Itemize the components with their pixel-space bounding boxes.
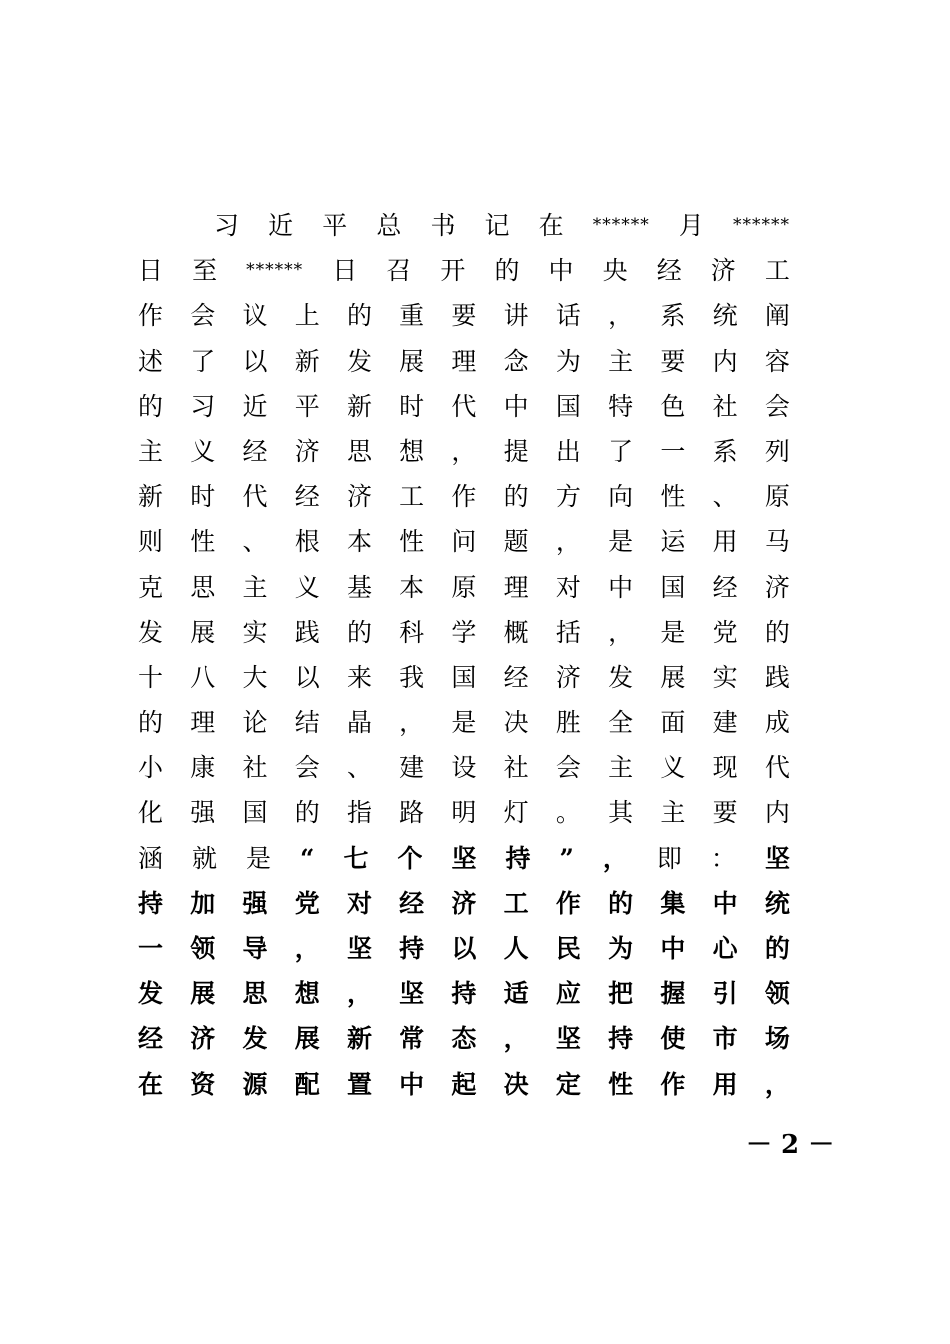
text-char: 书 [430, 211, 456, 240]
text-char: 资 [190, 1069, 216, 1099]
text-char: 原 [764, 482, 790, 512]
text-char: 中 [608, 572, 634, 602]
text-char: 在 [138, 1069, 164, 1099]
text-char: 。 [555, 798, 581, 828]
text-char: 发 [608, 662, 634, 692]
text-char: 的 [608, 888, 634, 918]
text-char: 引 [712, 979, 738, 1009]
text-char: 了 [190, 346, 216, 376]
text-char: 对 [346, 888, 372, 918]
text-char: 济 [451, 888, 477, 918]
text-char: 对 [555, 572, 581, 602]
text-char: 应 [555, 979, 581, 1009]
text-char: 场 [764, 1024, 790, 1054]
text-char: 中 [399, 1069, 425, 1099]
text-char: 济 [555, 662, 581, 692]
text-char: 的 [503, 482, 529, 512]
text-char: 月 [678, 211, 704, 240]
text-char: 十 [138, 662, 164, 692]
text-char: 上 [294, 301, 320, 331]
text-char: 时 [190, 482, 216, 512]
text-char: 特 [608, 391, 634, 421]
text-char: 新 [138, 482, 164, 512]
text-char: 坚 [451, 843, 477, 873]
text-char: 强 [190, 798, 216, 828]
text-char: 会 [555, 753, 581, 783]
text-char: 社 [503, 753, 529, 783]
text-char: 平 [294, 391, 320, 421]
text-char: 日 [332, 256, 358, 286]
text-char: 思 [346, 436, 372, 466]
text-char: 中 [712, 888, 738, 918]
text-char: 作 [660, 1069, 686, 1099]
text-char: 国 [451, 662, 477, 692]
text-char: 会 [294, 753, 320, 783]
text-char: 实 [242, 617, 268, 647]
text-char: 新 [346, 1024, 372, 1054]
text-char: 思 [190, 572, 216, 602]
text-char: 践 [764, 662, 790, 692]
text-char: 述 [138, 346, 164, 376]
text-char: 以 [294, 662, 320, 692]
text-char: 为 [555, 346, 581, 376]
text-char: 义 [660, 753, 686, 783]
text-char: 经 [503, 662, 529, 692]
text-char: 党 [294, 888, 320, 918]
text-char: 态 [451, 1024, 477, 1054]
text-char: 义 [294, 572, 320, 602]
text-char: 践 [294, 617, 320, 647]
text-char: 领 [764, 979, 790, 1009]
text-char: 国 [660, 572, 686, 602]
text-char: 近 [242, 391, 268, 421]
text-char: 要 [451, 301, 477, 331]
text-char: 列 [764, 436, 790, 466]
text-line [138, 836, 790, 881]
text-char: 代 [764, 753, 790, 783]
text-char: 作 [138, 301, 164, 331]
text-char: 济 [190, 1024, 216, 1054]
text-line [138, 1062, 790, 1107]
text-char: 面 [660, 708, 686, 738]
text-char: 持 [399, 934, 425, 963]
text-char: ： [710, 843, 736, 873]
text-char: 涵 [138, 843, 164, 873]
text-char: 近 [268, 211, 294, 240]
text-char: 统 [764, 888, 790, 918]
text-char: 置 [346, 1069, 372, 1099]
text-char: 系 [660, 301, 686, 331]
text-char: 、 [346, 753, 372, 783]
text-char: 成 [764, 708, 790, 738]
text-char: 设 [451, 753, 477, 783]
text-char: 是 [660, 617, 686, 647]
text-char: ****** [732, 215, 790, 235]
text-char: 建 [399, 753, 425, 783]
text-char: 济 [764, 572, 790, 602]
text-char: 念 [503, 346, 529, 376]
text-char: ” [559, 843, 574, 873]
text-char: “ [300, 843, 315, 873]
text-char: 八 [190, 662, 216, 692]
text-char: 化 [138, 798, 164, 828]
text-line [138, 565, 790, 610]
text-char: 记 [484, 211, 510, 240]
text-char: 其 [608, 798, 634, 828]
text-char: 原 [451, 572, 477, 602]
text-char: 小 [138, 753, 164, 783]
text-char: 来 [346, 662, 372, 692]
text-char: 经 [242, 436, 268, 466]
text-char: 党 [712, 617, 738, 647]
text-char: 实 [712, 662, 738, 692]
text-char: 学 [451, 617, 477, 647]
text-char: 时 [399, 391, 425, 421]
text-char: 配 [294, 1069, 320, 1099]
text-line [138, 655, 790, 700]
text-line [138, 519, 790, 564]
text-char: 的 [764, 934, 790, 963]
text-char: 工 [764, 256, 790, 286]
text-char: ， [555, 527, 581, 557]
text-char: 代 [451, 391, 477, 421]
text-char: 以 [451, 934, 477, 963]
text-char: ， [608, 301, 634, 331]
text-char: ****** [246, 260, 304, 281]
text-char: 经 [138, 1024, 164, 1054]
text-char: 市 [712, 1024, 738, 1054]
text-char: 握 [660, 979, 686, 1009]
text-char: ， [608, 617, 634, 647]
text-char: 容 [764, 346, 790, 376]
text-char: 持 [451, 979, 477, 1009]
text-char: 议 [242, 301, 268, 331]
text-char: 了 [608, 436, 634, 466]
text-char: 根 [294, 527, 320, 557]
text-line [138, 339, 790, 384]
text-char: 新 [294, 346, 320, 376]
text-char: 召 [386, 256, 412, 286]
text-char: 央 [602, 256, 628, 286]
text-char: 作 [451, 482, 477, 512]
text-char: 要 [712, 798, 738, 828]
text-char: 心 [712, 934, 738, 963]
text-char: 我 [399, 662, 425, 692]
text-line [138, 203, 790, 248]
text-char: 想 [399, 436, 425, 466]
text-line [138, 790, 790, 835]
text-char: 展 [660, 662, 686, 692]
text-line [138, 610, 790, 655]
text-char: 开 [440, 256, 466, 286]
text-line [138, 745, 790, 790]
text-char: 义 [190, 436, 216, 466]
text-char: 习 [214, 211, 240, 240]
text-char: ， [764, 1069, 790, 1099]
text-char: 习 [190, 391, 216, 421]
text-char: 强 [242, 888, 268, 918]
text-char: 常 [399, 1024, 425, 1054]
text-char: 持 [138, 888, 164, 918]
text-char: 总 [376, 211, 402, 240]
text-char: 晶 [346, 708, 372, 738]
text-char: 以 [242, 346, 268, 376]
text-char: 方 [555, 482, 581, 512]
text-char: 集 [660, 888, 686, 918]
text-char: 马 [764, 527, 790, 557]
text-char: 加 [190, 888, 216, 918]
text-char: 现 [712, 753, 738, 783]
text-char: 内 [712, 346, 738, 376]
text-char: 七 [343, 843, 369, 873]
text-char: 的 [346, 301, 372, 331]
text-char: 发 [346, 346, 372, 376]
text-char: 国 [555, 391, 581, 421]
text-char: 坚 [346, 934, 372, 963]
text-char: 会 [764, 391, 790, 421]
text-line [138, 1016, 790, 1061]
text-char: 至 [192, 256, 218, 286]
text-char: 中 [503, 391, 529, 421]
text-char: 坚 [555, 1024, 581, 1054]
text-line [138, 429, 790, 474]
text-char: 建 [712, 708, 738, 738]
text-char: 阐 [764, 301, 790, 331]
text-line [138, 293, 790, 338]
text-char: 路 [399, 798, 425, 828]
text-char: 内 [764, 798, 790, 828]
text-char: 重 [399, 301, 425, 331]
text-char: 提 [503, 436, 529, 466]
text-char: 日 [138, 256, 164, 286]
text-char: 性 [608, 1069, 634, 1099]
text-char: 在 [538, 211, 564, 240]
text-line [138, 248, 790, 293]
text-char: 济 [346, 482, 372, 512]
text-char: 主 [242, 572, 268, 602]
text-char: 、 [712, 482, 738, 512]
text-char: 的 [494, 256, 520, 286]
text-char: 的 [138, 391, 164, 421]
text-char: 经 [399, 888, 425, 918]
text-char: 中 [548, 256, 574, 286]
text-char: 的 [138, 708, 164, 738]
text-char: 发 [242, 1024, 268, 1054]
text-char: 统 [712, 301, 738, 331]
text-char: 个 [397, 843, 423, 873]
text-char: 为 [608, 934, 634, 963]
page-number: － 2 － [746, 1130, 835, 1160]
text-char: 坚 [764, 843, 790, 873]
body-paragraph [138, 203, 790, 1107]
text-char: ， [346, 979, 372, 1009]
text-char: 一 [138, 934, 164, 963]
text-char: 思 [242, 979, 268, 1009]
text-char: 括 [555, 617, 581, 647]
text-char: 新 [346, 391, 372, 421]
text-char: 用 [712, 527, 738, 557]
text-char: 会 [190, 301, 216, 331]
text-char: 问 [451, 527, 477, 557]
text-char: 工 [399, 482, 425, 512]
text-char: 要 [660, 346, 686, 376]
text-char: 中 [660, 934, 686, 963]
text-char: 导 [242, 934, 268, 963]
text-char: 大 [242, 662, 268, 692]
text-char: 工 [503, 888, 529, 918]
text-char: 运 [660, 527, 686, 557]
text-char: 全 [608, 708, 634, 738]
text-line [138, 926, 790, 971]
text-char: 理 [451, 346, 477, 376]
text-char: 克 [138, 572, 164, 602]
text-char: 用 [712, 1069, 738, 1099]
text-char: 性 [190, 527, 216, 557]
text-char: 济 [294, 436, 320, 466]
text-char: ****** [592, 215, 650, 235]
text-char: 本 [399, 572, 425, 602]
text-char: 发 [138, 979, 164, 1009]
text-char: 论 [242, 708, 268, 738]
text-line [138, 971, 790, 1016]
text-char: 国 [242, 798, 268, 828]
text-char: 坚 [399, 979, 425, 1009]
text-char: 使 [660, 1024, 686, 1054]
text-char: 指 [346, 798, 372, 828]
text-line [138, 881, 790, 926]
text-char: 社 [712, 391, 738, 421]
text-char: ， [503, 1024, 529, 1054]
text-char: 平 [322, 211, 348, 240]
text-char: 把 [608, 979, 634, 1009]
text-line [138, 474, 790, 519]
text-char: 经 [712, 572, 738, 602]
text-char: 决 [503, 708, 529, 738]
text-char: 持 [608, 1024, 634, 1054]
text-char: 展 [190, 979, 216, 1009]
text-char: 社 [242, 753, 268, 783]
text-char: 基 [346, 572, 372, 602]
text-char: 人 [503, 934, 529, 963]
text-char: 向 [608, 482, 634, 512]
text-char: 系 [712, 436, 738, 466]
text-char: 出 [555, 436, 581, 466]
text-char: 民 [555, 934, 581, 963]
text-char: 明 [451, 798, 477, 828]
text-char: 经 [294, 482, 320, 512]
text-char: ， [294, 934, 320, 963]
text-char: 是 [608, 527, 634, 557]
text-char: 持 [505, 843, 531, 873]
text-char: 的 [346, 617, 372, 647]
text-char: 结 [294, 708, 320, 738]
text-char: 的 [764, 617, 790, 647]
text-char: ， [451, 436, 477, 466]
text-char: 主 [138, 436, 164, 466]
text-char: 灯 [503, 798, 529, 828]
text-char: 康 [190, 753, 216, 783]
text-char: 讲 [503, 301, 529, 331]
text-char: 概 [503, 617, 529, 647]
text-char: 理 [190, 708, 216, 738]
text-char: 性 [399, 527, 425, 557]
text-char: 经 [656, 256, 682, 286]
text-char: 的 [294, 798, 320, 828]
text-char: 一 [660, 436, 686, 466]
text-char: 定 [555, 1069, 581, 1099]
text-char: 想 [294, 979, 320, 1009]
text-char: 就 [192, 843, 218, 873]
text-char: 即 [656, 843, 682, 873]
text-char: 展 [190, 617, 216, 647]
text-char: 科 [399, 617, 425, 647]
text-char: 是 [246, 843, 272, 873]
text-char: 则 [138, 527, 164, 557]
text-char: 代 [242, 482, 268, 512]
text-char: 色 [660, 391, 686, 421]
text-char: 展 [399, 346, 425, 376]
text-char: ， [602, 843, 628, 873]
text-char: 领 [190, 934, 216, 963]
text-char: 本 [346, 527, 372, 557]
text-char: 作 [555, 888, 581, 918]
text-char: 适 [503, 979, 529, 1009]
text-char: 主 [608, 753, 634, 783]
text-char: 主 [660, 798, 686, 828]
text-char: 是 [451, 708, 477, 738]
text-char: 源 [242, 1069, 268, 1099]
text-char: 性 [660, 482, 686, 512]
text-char: 理 [503, 572, 529, 602]
text-line [138, 384, 790, 429]
text-char: 展 [294, 1024, 320, 1054]
text-char: 主 [608, 346, 634, 376]
text-line [138, 700, 790, 745]
text-char: ， [399, 708, 425, 738]
text-char: 话 [555, 301, 581, 331]
text-char: 起 [451, 1069, 477, 1099]
text-char: 胜 [555, 708, 581, 738]
text-char: 发 [138, 617, 164, 647]
text-char: 济 [710, 256, 736, 286]
text-char: 决 [503, 1069, 529, 1099]
text-char: 、 [242, 527, 268, 557]
text-char: 题 [503, 527, 529, 557]
